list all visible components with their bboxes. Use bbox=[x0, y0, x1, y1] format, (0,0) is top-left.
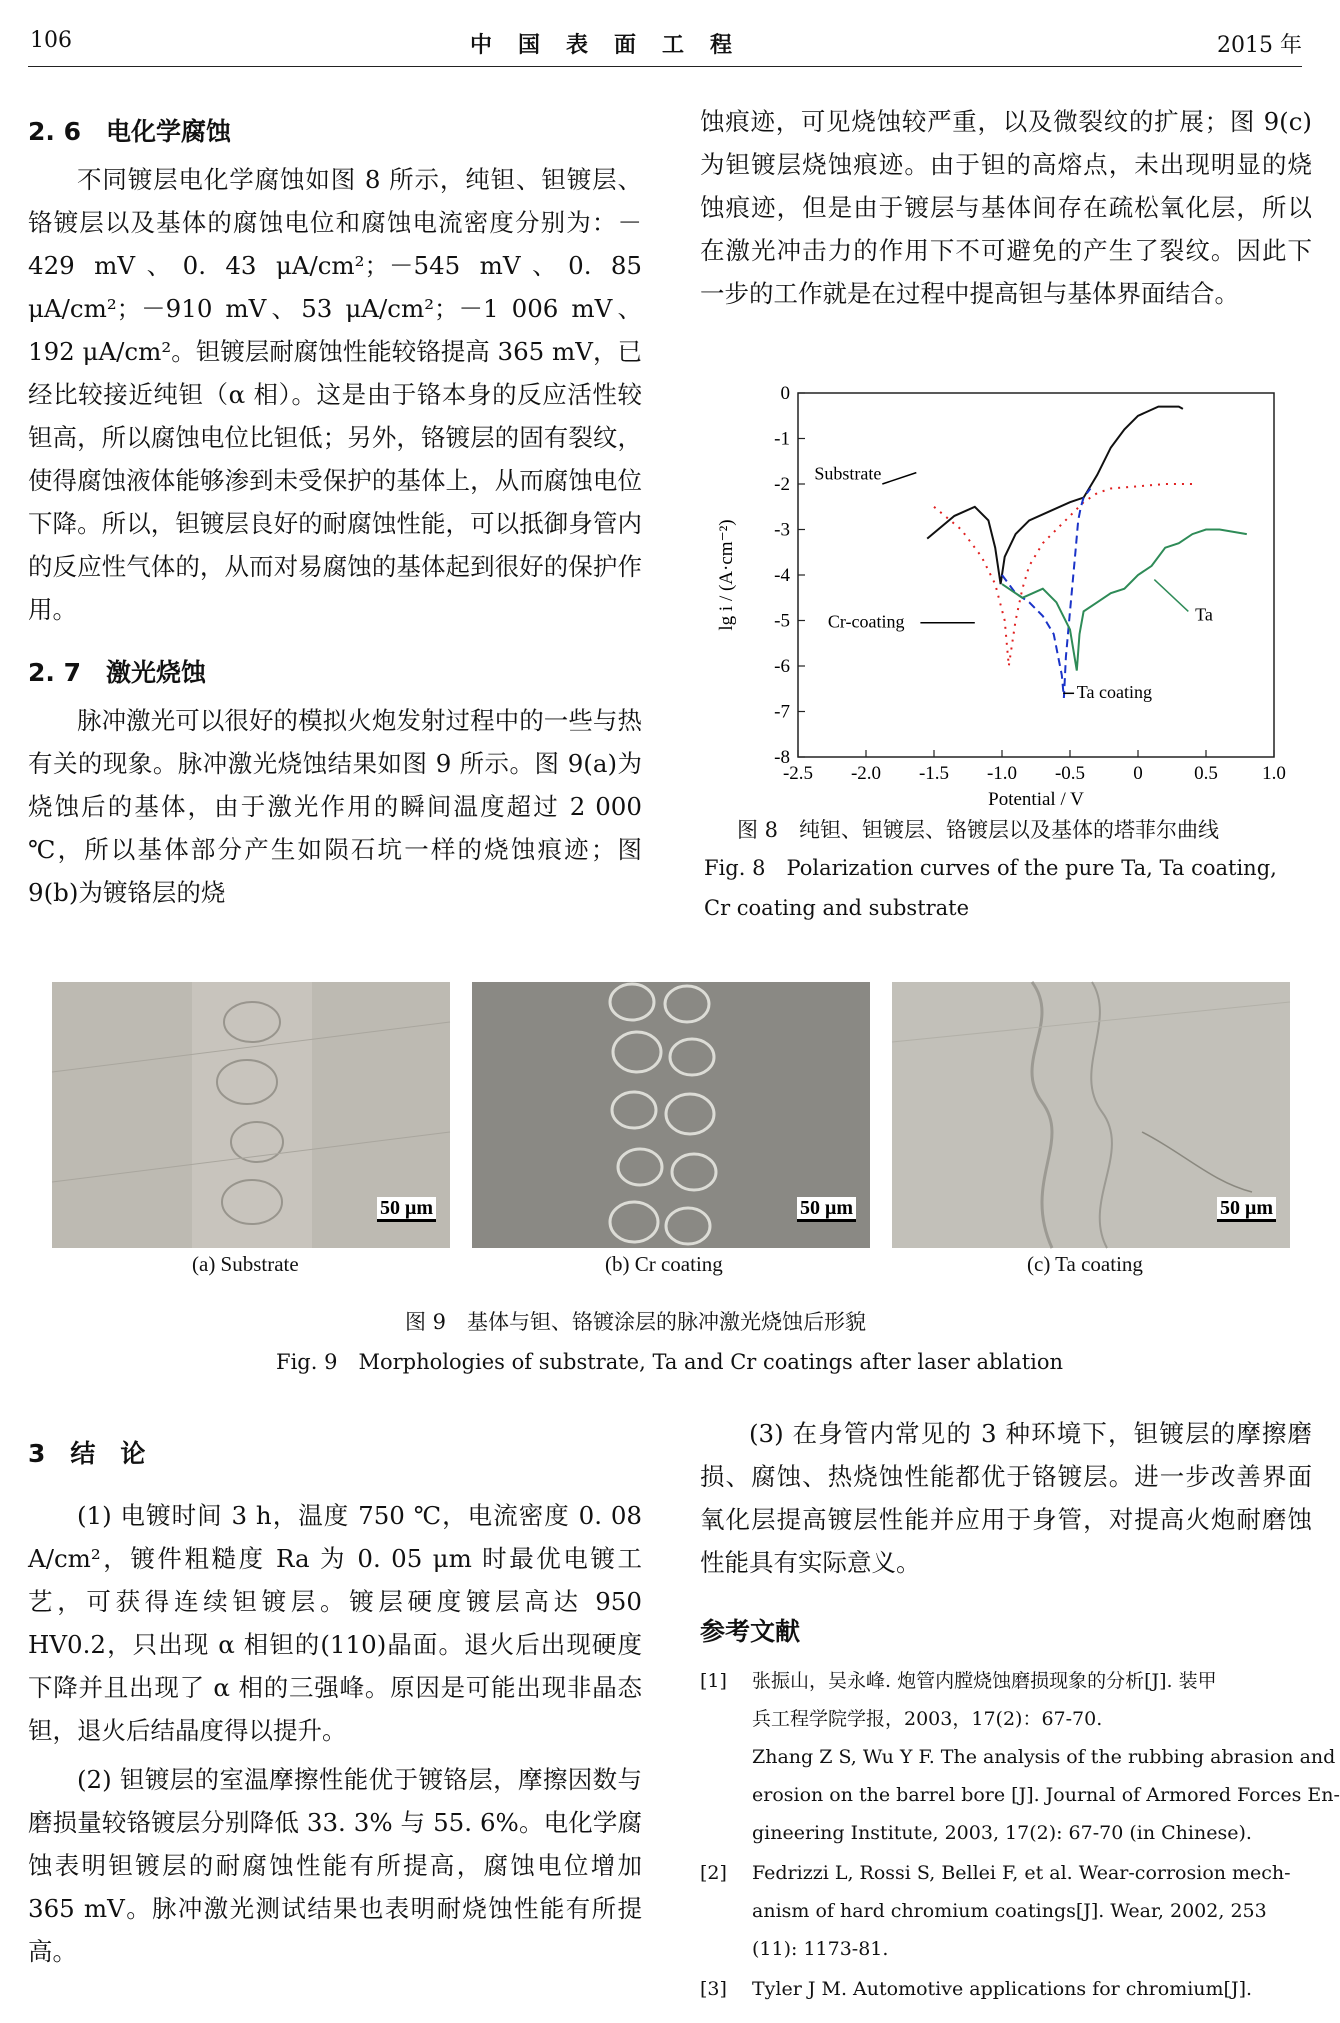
reference-number: [1] bbox=[700, 1670, 727, 1692]
section-3-title: 3 结 论 bbox=[28, 1439, 146, 1468]
right-column-bottom bbox=[700, 1412, 1340, 2010]
photo-ta-coating bbox=[892, 982, 1290, 1248]
fig8-caption-cn: 图 8 纯钽、钽镀层、铬镀层以及基体的塔菲尔曲线 bbox=[737, 818, 1220, 842]
y-tick-label: -2 bbox=[774, 474, 790, 495]
references-title: 参考文献 bbox=[700, 1617, 801, 1646]
photo-substrate bbox=[52, 982, 450, 1248]
x-tick-label: 0 bbox=[1133, 763, 1143, 784]
reference-line: 兵工程学院学报，2003，17(2)：67-70. bbox=[752, 1708, 1103, 1730]
section-2-6-text: 不同镀层电化学腐蚀如图 8 所示，纯钽、钽镀层、铬镀层以及基体的腐蚀电位和腐蚀电流密度分别为：－429 mV、0. 43 μA/cm²；－545 mV、0. 85 μA/cm²；－910 mV、53 μA/cm²；－1 006 mV、192 μA/cm²。钽镀层耐腐蚀性能较铬提高 365 mV，已经比较接近纯钽（α 相）。这是由于铬本身的反应活性较钽高，所以腐蚀电位比钽低；另外，铬镀层的固有裂纹，使得腐蚀液体能够渗到未受保护的基体上，从而腐蚀电位下降。所以，钽镀层良好的耐腐蚀性能，可以抵御身管内的反应性气体的，从而对易腐蚀的基体起到很好的保护作用。 bbox=[28, 165, 642, 624]
reference-number: [2] bbox=[700, 1862, 727, 1884]
y-tick-label: -7 bbox=[774, 701, 790, 723]
annotation-arrow-substrate bbox=[882, 473, 916, 484]
photo-cr-coating bbox=[472, 982, 870, 1248]
x-tick-label: -0.5 bbox=[1054, 763, 1086, 784]
x-tick-label: 1.0 bbox=[1262, 763, 1286, 784]
x-tick-label: 0.5 bbox=[1194, 763, 1218, 784]
reference-line: Tyler J M. Automotive applications for chromium[J]. bbox=[752, 1978, 1253, 2000]
annotation-ta-coating: Ta coating bbox=[1076, 681, 1153, 702]
y-tick-label: 0 bbox=[780, 383, 790, 404]
y-tick-label: -4 bbox=[774, 565, 790, 586]
fig9-caption-en: Fig. 9 Morphologies of substrate, Ta and Cr coatings after laser ablation bbox=[276, 1350, 1064, 1374]
plot-frame bbox=[798, 393, 1274, 757]
y-tick-label: -6 bbox=[774, 656, 790, 677]
y-tick-label: -5 bbox=[774, 610, 790, 632]
reference-item bbox=[700, 1970, 1312, 2008]
annotation-ta: Ta bbox=[1195, 604, 1213, 625]
scale-bar-b: 50 μm bbox=[797, 1197, 856, 1222]
series-line-cr-coating bbox=[934, 484, 1192, 666]
fig9-label-b: (b) Cr coating bbox=[605, 1252, 723, 1276]
right-column-top bbox=[700, 100, 1312, 315]
y-tick-label: -3 bbox=[774, 519, 790, 541]
annotation-substrate: Substrate bbox=[814, 463, 882, 484]
section-2-7-text: 脉冲激光可以很好的模拟火炮发射过程中的一些与热有关的现象。脉冲激光烧蚀结果如图 9 所示。图 9(a)为烧蚀后的基体，由于激光作用的瞬间温度超过 2 000 ℃，所以基体部分产生如陨石坑一样的烧蚀痕迹；图 9(b)为镀铬层的烧 bbox=[28, 706, 642, 907]
section-2-6-title: 2. 6 电化学腐蚀 bbox=[28, 117, 231, 146]
reference-item bbox=[700, 1662, 1340, 1852]
fig8-caption-en-2: Cr coating and substrate bbox=[704, 896, 970, 920]
x-tick-label: -1.0 bbox=[986, 763, 1018, 784]
section-2-7-title: 2. 7 激光烧蚀 bbox=[28, 658, 206, 687]
x-tick-label: -2.5 bbox=[782, 763, 814, 784]
fig9-label-c: (c) Ta coating bbox=[1027, 1252, 1143, 1276]
journal-title: 中 国 表 面 工 程 bbox=[470, 33, 735, 58]
x-axis-label: Potential / V bbox=[988, 789, 1084, 810]
section-2-7-continued: 蚀痕迹，可见烧蚀较严重，以及微裂纹的扩展；图 9(c)为钽镀层烧蚀痕迹。由于钽的高熔点，未出现明显的烧蚀痕迹，但是由于镀层与基体间存在疏松氧化层，所以在激光冲击力的作用下不可避免的产生了裂纹。因此下一步的工作就是在过程中提高钽与基体界面结合。 bbox=[700, 107, 1312, 308]
reference-number: [3] bbox=[700, 1978, 727, 2000]
fig8-caption-en-1: Fig. 8 Polarization curves of the pure Ta, Ta coating, bbox=[704, 856, 1277, 880]
annotation-arrow-ta bbox=[1154, 580, 1188, 612]
reference-line: erosion on the barrel bore [J]. Journal of Armored Forces En- bbox=[752, 1784, 1340, 1806]
scale-bar-c: 50 μm bbox=[1217, 1197, 1276, 1222]
y-axis-label: lg i / (A·cm⁻²) bbox=[716, 519, 737, 631]
fig9-caption-cn: 图 9 基体与钽、铬镀涂层的脉冲激光烧蚀后形貌 bbox=[405, 1310, 867, 1334]
series-line-substrate bbox=[927, 407, 1183, 584]
conclusion-1: (1) 电镀时间 3 h，温度 750 ℃，电流密度 0. 08 A/cm²，镀件粗糙度 Ra 为 0. 05 μm 时最优电镀工艺，可获得连续钽镀层。镀层硬度镀层高达 950 HV0.2，只出现 α 相钽的(110)晶面。退火后出现硬度下降并且出现了 α 相的三强峰。原因是可能出现非晶态钽，退火后结晶度得以提升。 bbox=[28, 1501, 642, 1745]
reference-item bbox=[700, 1854, 1312, 1968]
y-tick-label: -1 bbox=[774, 428, 790, 450]
y-tick-label: -8 bbox=[774, 747, 790, 768]
header-rule bbox=[28, 66, 1302, 67]
fig9-label-a: (a) Substrate bbox=[192, 1252, 299, 1276]
series-line-ta bbox=[1002, 530, 1247, 671]
reference-line: (11): 1173-81. bbox=[752, 1938, 889, 1960]
scale-bar-a: 50 μm bbox=[377, 1197, 436, 1222]
left-column-bottom bbox=[28, 1434, 642, 1973]
reference-line: Zhang Z S, Wu Y F. The analysis of the rubbing abrasion and bbox=[752, 1746, 1336, 1768]
left-column-top bbox=[28, 112, 642, 914]
header-year: 2015 年 bbox=[1217, 33, 1302, 58]
reference-line: 张振山，吴永峰. 炮管内膛烧蚀磨损现象的分析[J]. 装甲 bbox=[752, 1670, 1217, 1692]
conclusion-2: (2) 钽镀层的室温摩擦性能优于镀铬层，摩擦因数与磨损量较铬镀层分别降低 33. 3% 与 55. 6%。电化学腐蚀表明钽镀层的耐腐蚀性能有所提高，腐蚀电位增加 365 mV。脉冲激光测试结果也表明耐烧蚀性能有所提高。 bbox=[28, 1765, 642, 1966]
reference-line: Fedrizzi L, Rossi S, Bellei F, et al. Wear-corrosion mech- bbox=[752, 1862, 1291, 1884]
page-number: 106 bbox=[30, 28, 72, 53]
x-tick-label: -1.5 bbox=[918, 763, 950, 784]
tafel-chart bbox=[700, 375, 1312, 810]
reference-line: anism of hard chromium coatings[J]. Wear, 2002, 253 bbox=[752, 1900, 1267, 1922]
conclusion-3: (3) 在身管内常见的 3 种环境下，钽镀层的摩擦磨损、腐蚀、热烧蚀性能都优于铬镀层。进一步改善界面氧化层提高镀层性能并应用于身管，对提高火炮耐磨蚀性能具有实际意义。 bbox=[700, 1419, 1312, 1577]
x-tick-label: -2.0 bbox=[850, 763, 882, 784]
reference-line: gineering Institute, 2003, 17(2): 67-70 (in Chinese). bbox=[752, 1822, 1252, 1844]
references-list bbox=[700, 1662, 1340, 2008]
annotation-cr-coating: Cr-coating bbox=[827, 611, 905, 632]
